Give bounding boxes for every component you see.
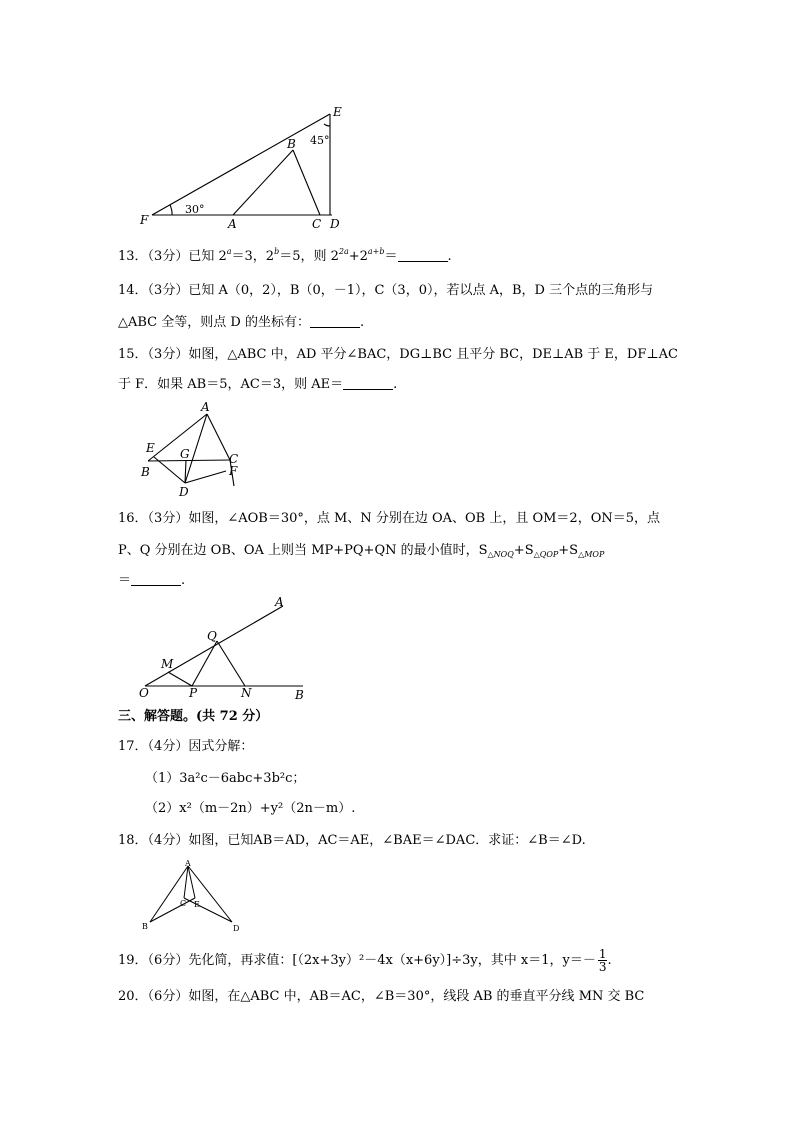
fig12-label-A: A: [228, 217, 237, 231]
question-14-line2: △ABC 全等，则点 D 的坐标有： .: [118, 315, 365, 330]
fig12-label-B: B: [287, 137, 296, 151]
fig12-label-45: 45°: [310, 134, 330, 147]
fig15-label-G: G: [180, 447, 190, 461]
question-16-line1: 16．（3分）如图，∠AOB＝30°，点 M、N 分别在边 OA、OB 上，且 OM＝2，ON＝5，点: [118, 511, 661, 526]
question-14-line1: 14．（3分）已知 A（0，2），B（0，－1），C（3，0），若以点 A，B，D 三个点的三角形与: [118, 283, 654, 298]
fig18-label-D: D: [233, 924, 240, 933]
fig18-label-B: B: [142, 922, 148, 931]
figure-q18: [140, 858, 245, 936]
question-16-line2: P、Q 分别在边 OB、OA 上则当 MP+PQ+QN 的最小值时，$S_{\triangle NOQ}+S_{\triangle QOP}+S_{\triangle MOP}$: [118, 543, 605, 559]
question-17: 17．（4分）因式分解：: [118, 739, 254, 754]
fraction: $\frac{1}{3}$: [598, 947, 607, 974]
figure-q15: [138, 398, 248, 501]
question-17-part2: （2）x²（m－2n）+y²（2n－m）.: [145, 801, 356, 816]
fig16-label-B: B: [295, 688, 304, 702]
fig15-label-F: F: [229, 464, 238, 478]
fig16-label-P: P: [189, 686, 198, 700]
fig16-label-A: A: [275, 595, 284, 609]
figure-q16: [135, 594, 315, 704]
fig12-label-D: D: [330, 217, 340, 231]
fig15-label-A: A: [201, 400, 210, 414]
fig16-label-M: M: [161, 657, 174, 671]
section-title-3: 三、解答题。(共 72 分）: [118, 709, 269, 724]
figure-q12: [130, 100, 360, 235]
fig15-label-E: E: [146, 441, 155, 455]
question-19: 19．（6分）先化简，再求值：[（2x+3y）²－4x（x+6y）]÷3y，其中 x＝1，y＝－ $\frac{1}{3}$ .: [118, 947, 612, 974]
question-16-line3: ＝ .: [118, 573, 186, 588]
fig18-label-C: C: [180, 899, 187, 908]
question-15-line1: 15．（3分）如图，△ABC 中，AD 平分∠BAC，DG⊥BC 且平分 BC，DE⊥AB 于 E，DF⊥AC: [118, 347, 678, 362]
fig16-label-Q: Q: [207, 629, 217, 643]
fig12-label-E: E: [333, 105, 342, 119]
fig12-label-30: 30°: [185, 203, 205, 216]
fig18-label-A: A: [185, 859, 191, 868]
fig15-label-D: D: [179, 485, 189, 499]
question-20: 20．（6分）如图，在△ABC 中，AB＝AC，∠B＝30°，线段 AB 的垂直平分线 MN 交 BC: [118, 989, 645, 1004]
fig15-label-C: C: [229, 452, 239, 466]
answer-blank: [131, 573, 181, 586]
fig18-label-E: E: [194, 900, 200, 909]
question-15-line2: 于 F．如果 AB＝5，AC＝3，则 AE＝ .: [118, 377, 398, 392]
question-13: 13．（3分）已知 $2^a=3$，$2^b=5$，则 $2^{2a}+2^{a+b}=$ .: [118, 247, 452, 264]
fig12-label-C: C: [312, 217, 322, 231]
answer-blank: [398, 249, 448, 262]
fig15-label-B: B: [141, 465, 150, 479]
question-18: 18．（4分）如图，已知AB＝AD，AC＝AE，∠BAE＝∠DAC．求证：∠B＝∠D.: [118, 833, 586, 848]
fig16-label-N: N: [241, 686, 252, 700]
fig12-label-F: F: [140, 213, 149, 227]
answer-blank: [343, 377, 393, 390]
fig16-label-O: O: [139, 686, 149, 700]
question-17-part1: （1）3a²c－6abc+3b²c；: [145, 771, 306, 786]
answer-blank: [310, 315, 360, 328]
